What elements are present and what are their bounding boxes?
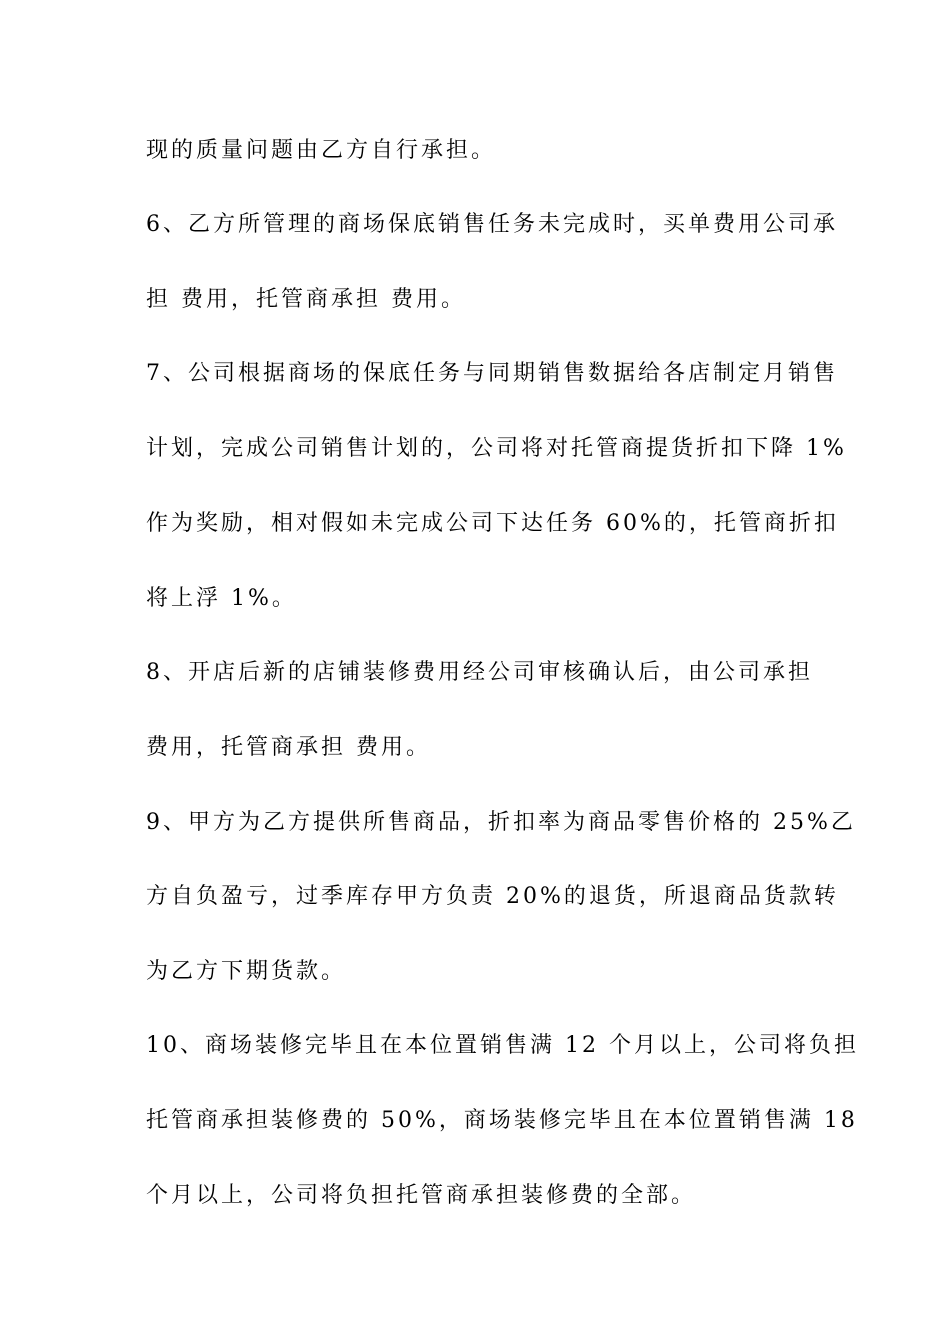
text-line: 担 费用，托管商承担 费用。 (146, 287, 466, 312)
text-line: 8、开店后新的店铺装修费用经公司审核确认后，由公司承担 (146, 660, 813, 685)
text-line: 现的质量问题由乙方自行承担。 (146, 138, 497, 163)
text-line: 9、甲方为乙方提供所售商品，折扣率为商品零售价格的 25%乙 (146, 810, 856, 835)
text-line: 10、商场装修完毕且在本位置销售满 12 个月以上，公司将负担 (146, 1033, 859, 1058)
text-line: 将上浮 1%。 (146, 586, 297, 611)
text-line: 费用，托管商承担 费用。 (146, 735, 431, 760)
text-line: 为乙方下期货款。 (146, 959, 347, 984)
text-line: 6、乙方所管理的商场保底销售任务未完成时，买单费用公司承 (146, 212, 838, 237)
text-line: 托管商承担装修费的 50%，商场装修完毕且在本位置销售满 18 (146, 1108, 858, 1133)
text-line: 方自负盈亏，过季库存甲方负责 20%的退货，所退商品货款转 (146, 884, 839, 909)
text-line: 计划，完成公司销售计划的，公司将对托管商提货折扣下降 1% (146, 436, 847, 461)
text-line: 个月以上，公司将负担托管商承担装修费的全部。 (146, 1183, 697, 1208)
text-line: 作为奖励，相对假如未完成公司下达任务 60%的，托管商折扣 (146, 511, 839, 536)
text-line: 7、公司根据商场的保底任务与同期销售数据给各店制定月销售 (146, 361, 838, 386)
